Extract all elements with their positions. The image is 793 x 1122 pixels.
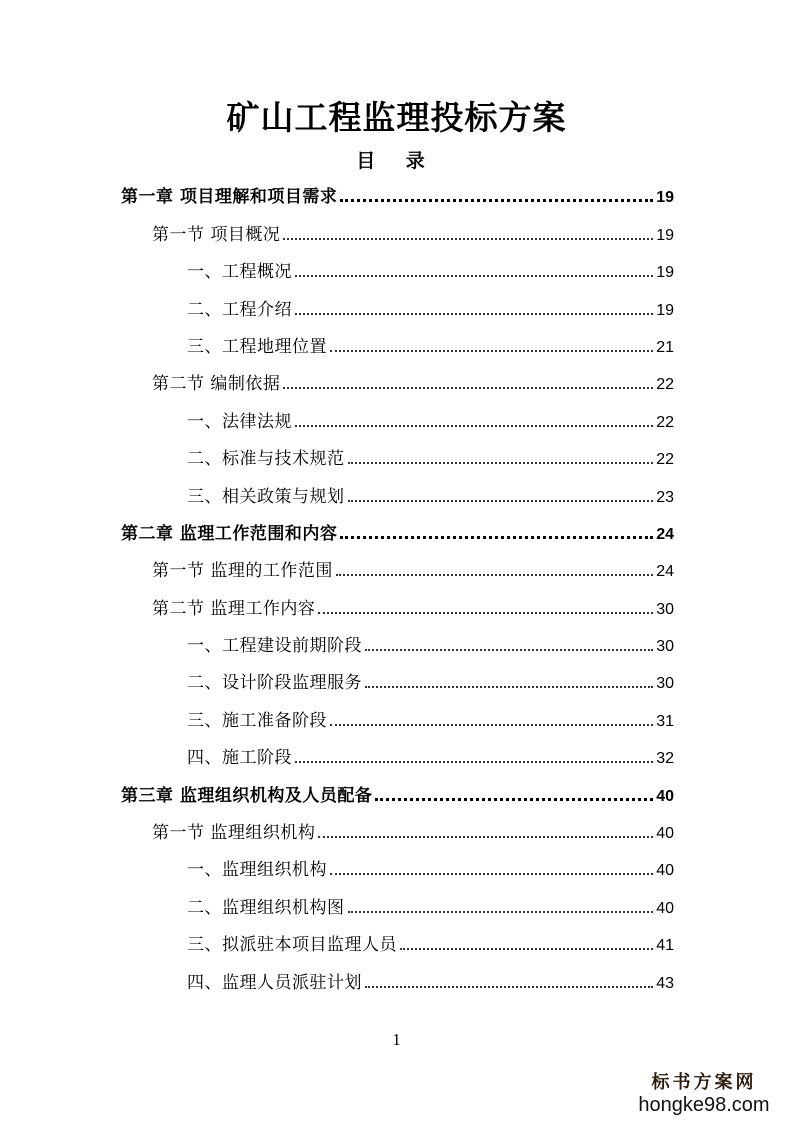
toc-entry-page: 30 (656, 675, 674, 693)
toc-dot-leader (348, 462, 654, 464)
toc-entry[interactable] (121, 250, 674, 287)
toc-dot-leader (336, 574, 653, 576)
toc-dot-leader (365, 649, 653, 651)
toc-entry[interactable] (121, 923, 674, 960)
page-number: 1 (392, 1030, 401, 1049)
toc-entry-label: 三、拟派驻本项目监理人员 (187, 935, 397, 956)
toc-entry-page: 30 (656, 638, 674, 656)
toc-entry-page: 32 (656, 750, 674, 768)
toc-dot-leader (318, 836, 653, 838)
toc-entry[interactable] (121, 960, 674, 997)
toc-entry-page: 19 (656, 301, 674, 319)
toc-entry-label: 四、施工阶段 (187, 748, 292, 769)
toc-entry-label: 四、监理人员派驻计划 (187, 972, 362, 993)
toc-entry[interactable] (121, 885, 674, 922)
toc-entry-label: 一、法律法规 (187, 411, 292, 432)
toc-dot-leader (348, 500, 654, 502)
toc-entry-page: 22 (656, 451, 674, 469)
toc-dot-leader (365, 986, 653, 988)
toc-entry-page: 40 (656, 899, 674, 917)
toc-entry[interactable] (121, 437, 674, 474)
toc-entry-label: 第二节 监理工作内容 (152, 598, 316, 619)
toc-dot-leader (295, 275, 653, 277)
toc-entry-page: 21 (656, 338, 674, 356)
watermark-site-name: 标书方案网 (651, 1072, 757, 1093)
toc-dot-leader (318, 612, 653, 614)
toc-dot-leader (340, 199, 653, 202)
toc-entry[interactable] (121, 624, 674, 661)
toc-entry-page: 41 (656, 937, 674, 955)
toc-entry-page: 40 (656, 787, 674, 805)
toc-entry-page: 31 (656, 712, 674, 730)
toc-entry-label: 二、监理组织机构图 (187, 897, 345, 918)
toc-entry-label: 一、工程概况 (187, 262, 292, 283)
toc-entry[interactable] (121, 399, 674, 436)
toc-dot-leader (283, 387, 653, 389)
toc-entry[interactable] (121, 362, 674, 399)
toc-heading: 目 录 (356, 150, 437, 172)
toc-dot-leader (330, 350, 653, 352)
toc-entry-page: 19 (656, 226, 674, 244)
toc-entry[interactable] (121, 848, 674, 885)
toc-dot-leader (295, 761, 653, 763)
toc-entry-label: 第一章 项目理解和项目需求 (121, 187, 338, 208)
table-of-contents (121, 175, 674, 998)
toc-dot-leader (330, 724, 653, 726)
toc-entry-label: 二、工程介绍 (187, 299, 292, 320)
toc-entry-label: 二、标准与技术规范 (187, 449, 345, 470)
toc-entry-label: 二、设计阶段监理服务 (187, 673, 362, 694)
toc-entry-label: 三、相关政策与规划 (187, 486, 345, 507)
toc-entry-label: 第三章 监理组织机构及人员配备 (121, 785, 373, 806)
toc-entry-page: 22 (656, 376, 674, 394)
toc-entry[interactable] (121, 661, 674, 698)
toc-entry-page: 40 (656, 862, 674, 880)
watermark-url: hongke98.com (638, 1094, 770, 1116)
toc-entry-page: 24 (656, 563, 674, 581)
toc-entry-page: 22 (656, 413, 674, 431)
toc-entry-page: 40 (656, 825, 674, 843)
toc-dot-leader (295, 313, 653, 315)
toc-entry-label: 第二章 监理工作范围和内容 (121, 523, 338, 544)
toc-entry-page: 19 (656, 189, 674, 207)
toc-entry-page: 19 (656, 264, 674, 282)
toc-entry-page: 30 (656, 600, 674, 618)
toc-entry-label: 三、工程地理位置 (187, 336, 327, 357)
toc-entry[interactable] (121, 325, 674, 362)
toc-dot-leader (375, 798, 653, 801)
toc-entry-page: 24 (656, 525, 674, 543)
toc-entry-label: 第一节 监理的工作范围 (152, 561, 333, 582)
toc-dot-leader (295, 425, 653, 427)
toc-entry-label: 三、施工准备阶段 (187, 710, 327, 731)
toc-entry[interactable] (121, 175, 674, 212)
toc-entry-label: 第一节 项目概况 (152, 224, 281, 245)
toc-entry[interactable] (121, 811, 674, 848)
toc-entry-label: 一、工程建设前期阶段 (187, 636, 362, 657)
toc-entry[interactable] (121, 586, 674, 623)
toc-entry-label: 一、监理组织机构 (187, 860, 327, 881)
document-title: 矿山工程监理投标方案 (226, 98, 567, 137)
toc-dot-leader (348, 911, 654, 913)
toc-entry[interactable] (121, 512, 674, 549)
toc-entry-page: 23 (656, 488, 674, 506)
toc-entry[interactable] (121, 549, 674, 586)
toc-entry[interactable] (121, 773, 674, 810)
toc-entry[interactable] (121, 698, 674, 735)
toc-dot-leader (365, 686, 653, 688)
toc-dot-leader (283, 238, 653, 240)
toc-entry[interactable] (121, 287, 674, 324)
toc-entry-label: 第一节 监理组织机构 (152, 823, 316, 844)
toc-entry-label: 第二节 编制依据 (152, 374, 281, 395)
toc-entry-page: 43 (656, 974, 674, 992)
watermark-logo (629, 1068, 779, 1117)
toc-entry[interactable] (121, 736, 674, 773)
toc-dot-leader (340, 536, 653, 539)
toc-entry[interactable] (121, 212, 674, 249)
toc-dot-leader (400, 948, 653, 950)
toc-entry[interactable] (121, 474, 674, 511)
toc-dot-leader (330, 873, 653, 875)
